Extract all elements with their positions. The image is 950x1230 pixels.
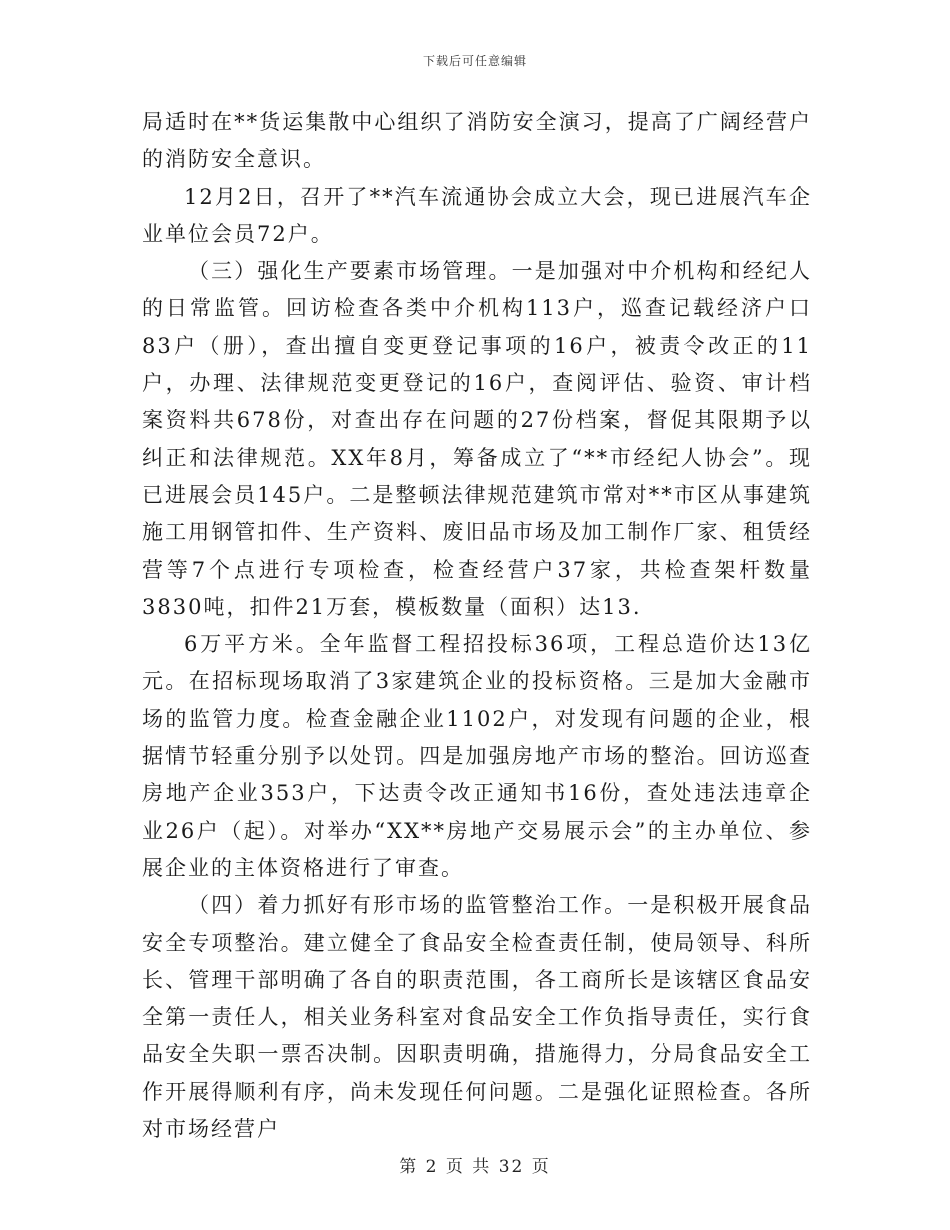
paragraph-section-four: （四）着力抓好有形市场的监管整治工作。一是积极开展食品安全专项整治。建立健全了食品安全检查责任制，使局领导、科所长、管理干部明确了各自的职责范围，各工商所长是该辖区食品安全第一责任人，相关业务科室对食品安全工作负指导责任，实行食品安全失职一票否决制。因职责明确，措施得力，分局食品安全工作开展得顺利有序，尚未发现任何问题。二是强化证照检查。各所对市场经营户 bbox=[142, 893, 812, 1142]
document-body bbox=[142, 104, 812, 1148]
page-header: 下载后可任意编辑 bbox=[422, 54, 527, 68]
paragraph-continuation: 局适时在**货运集散中心组织了消防安全演习，提高了广阔经营户的消防安全意识。 bbox=[142, 110, 812, 172]
paragraph-tender-finance-realestate: 6万平方米。全年监督工程招投标36项，工程总造价达13亿元。在招标现场取消了3家建筑企业的投标资格。三是加大金融市场的监管力度。检查金融企业1102户，对发现有问题的企业，根据情节轻重分别予以处罚。四是加强房地产市场的整治。回访巡查房地产企业353户，下达责令改正通知书16份，查处违法违章企业26户（起）。对举办“XX**房地产交易展示会”的主办单位、参展企业的主体资格进行了审查。 bbox=[142, 632, 812, 880]
page-footer: 第 2 页 共 32 页 bbox=[399, 1157, 551, 1177]
paragraph-section-three: （三）强化生产要素市场管理。一是加强对中介机构和经纪人的日常监管。回访检查各类中介机构113户，巡查记载经济户口83户（册），查出擅自变更登记事项的16户，被责令改正的11户，办理、法律规范变更登记的16户，查阅评估、验资、审计档案资料共678份，对查出存在问题的27份档案，督促其限期予以纠正和法律规范。XX年8月，筹备成立了“**市经纪人协会”。现已进展会员145户。二是整顿法律规范建筑市常对**市区从事建筑施工用钢管扣件、生产资料、废旧品市场及加工制作厂家、租赁经营等7个点进行专项检查，检查经营户37家，共检查架杆数量3830吨，扣件21万套，模板数量（面积）达13. bbox=[142, 259, 812, 619]
paragraph-auto-association: 12月2日，召开了**汽车流通协会成立大会，现已进展汽车企业单位会员72户。 bbox=[142, 184, 812, 246]
